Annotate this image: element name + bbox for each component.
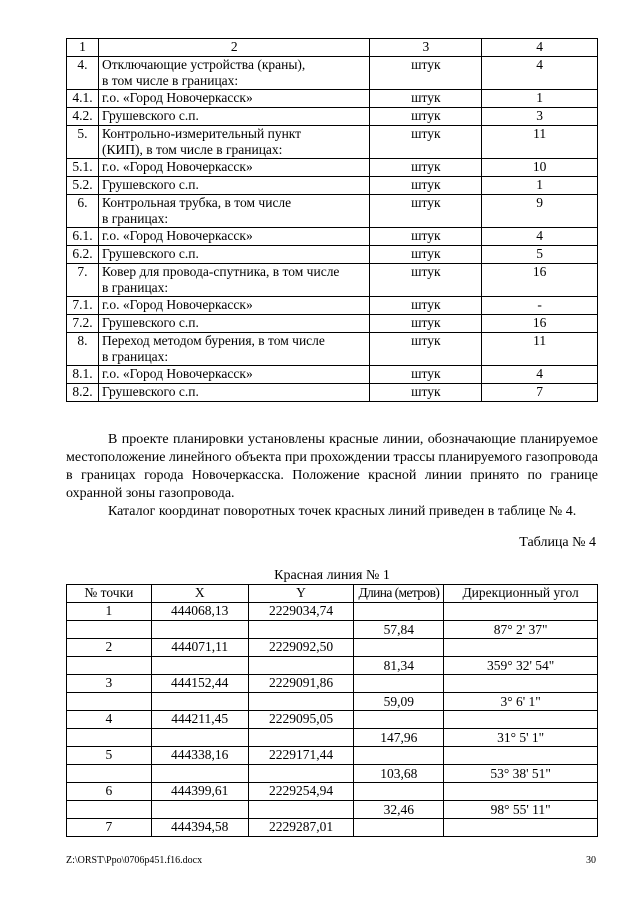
row-unit: штук xyxy=(370,108,482,126)
row-unit: штук xyxy=(370,315,482,333)
point-row xyxy=(67,603,598,621)
empty-cell xyxy=(151,801,248,819)
empty-cell xyxy=(151,657,248,675)
row-number: 6.1. xyxy=(67,228,99,246)
table-row xyxy=(67,126,598,159)
header-angle: Дирекционный угол xyxy=(444,585,598,603)
segment-row xyxy=(67,729,598,747)
empty-cell xyxy=(444,711,598,729)
red-line-title: Красная линия № 1 xyxy=(274,568,390,583)
row-name xyxy=(98,264,370,297)
row-number: 7.1. xyxy=(67,297,99,315)
point-number: 1 xyxy=(67,603,152,621)
row-unit: штук xyxy=(370,126,482,159)
empty-cell xyxy=(151,729,248,747)
point-row xyxy=(67,639,598,657)
row-value: 4 xyxy=(482,228,598,246)
point-x: 444211,45 xyxy=(151,711,248,729)
table-label: Таблица № 4 xyxy=(519,535,596,550)
row-name xyxy=(98,195,370,228)
empty-cell xyxy=(444,639,598,657)
segment-length: 32,46 xyxy=(354,801,444,819)
segment-angle: 3° 6' 1" xyxy=(444,693,598,711)
row-name xyxy=(98,297,370,315)
segment-row xyxy=(67,621,598,639)
segment-length: 57,84 xyxy=(354,621,444,639)
row-name-line-1: г.о. «Город Новочеркасск» xyxy=(101,297,253,312)
row-value: 1 xyxy=(482,177,598,195)
empty-cell xyxy=(67,765,152,783)
row-unit: штук xyxy=(370,90,482,108)
row-name-line-1: Грушевского с.п. xyxy=(101,384,199,399)
segment-angle: 359° 32' 54" xyxy=(444,657,598,675)
point-row xyxy=(67,711,598,729)
empty-cell xyxy=(354,639,444,657)
row-name-line-1: Грушевского с.п. xyxy=(101,246,199,261)
segment-length: 59,09 xyxy=(354,693,444,711)
row-unit: штук xyxy=(370,159,482,177)
row-value: 16 xyxy=(482,264,598,297)
row-value: 16 xyxy=(482,315,598,333)
row-name-line-2: в границах: xyxy=(101,349,169,364)
row-name xyxy=(98,57,370,90)
row-name xyxy=(98,228,370,246)
empty-cell xyxy=(151,693,248,711)
point-x: 444394,58 xyxy=(151,819,248,837)
segment-length: 103,68 xyxy=(354,765,444,783)
empty-cell xyxy=(248,657,354,675)
row-value: 4 xyxy=(482,57,598,90)
table-row xyxy=(67,384,598,402)
row-name xyxy=(98,159,370,177)
empty-cell xyxy=(354,711,444,729)
row-name-line-1: г.о. «Город Новочеркасск» xyxy=(101,366,253,381)
row-unit: штук xyxy=(370,384,482,402)
row-name xyxy=(98,126,370,159)
segment-row xyxy=(67,693,598,711)
row-name-line-2: (КИП), в том числе в границах: xyxy=(101,142,283,157)
row-unit: штук xyxy=(370,57,482,90)
empty-cell xyxy=(248,621,354,639)
row-name xyxy=(98,108,370,126)
table-row xyxy=(67,57,598,90)
row-value: - xyxy=(482,297,598,315)
row-number: 5.1. xyxy=(67,159,99,177)
segment-row xyxy=(67,765,598,783)
header-cell-4: 4 xyxy=(482,39,598,57)
point-x: 444338,16 xyxy=(151,747,248,765)
coordinates-table xyxy=(66,584,598,837)
row-name-line-1: Переход методом бурения, в том числе xyxy=(101,333,325,348)
empty-cell xyxy=(354,747,444,765)
point-y: 2229034,74 xyxy=(248,603,354,621)
paragraph-red-lines: В проекте планировки установлены красные линии, обозначающие планируемое местоположение линейного объекта при прохождении трассы планируемого газопровода в границах города Новочеркасска. Положение красной линии принято по границе охранной зоны газопровода. xyxy=(66,432,599,501)
table-row xyxy=(67,159,598,177)
row-name-line-1: Грушевского с.п. xyxy=(101,177,199,192)
table-header-row xyxy=(67,585,598,603)
table-header-row xyxy=(67,39,598,57)
footer-file-path: Z:\ORST\Ppo\0706p451.f16.docx xyxy=(66,855,203,866)
point-row xyxy=(67,819,598,837)
row-value: 3 xyxy=(482,108,598,126)
table-row xyxy=(67,228,598,246)
row-unit: штук xyxy=(370,195,482,228)
empty-cell xyxy=(67,657,152,675)
row-value: 11 xyxy=(482,126,598,159)
row-number: 8. xyxy=(67,333,99,366)
header-length: Длина (метров) xyxy=(354,585,444,603)
table-row xyxy=(67,297,598,315)
table-row xyxy=(67,90,598,108)
row-number: 5. xyxy=(67,126,99,159)
empty-cell xyxy=(248,729,354,747)
empty-cell xyxy=(67,693,152,711)
paragraph-catalog: Каталог координат поворотных точек красных линий приведен в таблице № 4. xyxy=(108,504,577,519)
empty-cell xyxy=(354,675,444,693)
point-y: 2229287,01 xyxy=(248,819,354,837)
empty-cell xyxy=(354,819,444,837)
point-y: 2229254,94 xyxy=(248,783,354,801)
point-y: 2229092,50 xyxy=(248,639,354,657)
point-x: 444152,44 xyxy=(151,675,248,693)
row-name xyxy=(98,90,370,108)
point-number: 3 xyxy=(67,675,152,693)
point-row xyxy=(67,783,598,801)
row-unit: штук xyxy=(370,228,482,246)
row-name xyxy=(98,315,370,333)
row-number: 4.1. xyxy=(67,90,99,108)
row-name xyxy=(98,333,370,366)
empty-cell xyxy=(444,747,598,765)
row-name-line-1: Ковер для провода-спутника, в том числе xyxy=(101,264,340,279)
row-unit: штук xyxy=(370,177,482,195)
header-cell-2: 2 xyxy=(98,39,370,57)
row-name-line-2: в границах: xyxy=(101,280,169,295)
table-row xyxy=(67,108,598,126)
point-number: 4 xyxy=(67,711,152,729)
point-number: 6 xyxy=(67,783,152,801)
row-number: 4.2. xyxy=(67,108,99,126)
empty-cell xyxy=(67,729,152,747)
empty-cell xyxy=(248,765,354,783)
row-unit: штук xyxy=(370,297,482,315)
row-name-line-1: г.о. «Город Новочеркасск» xyxy=(101,90,253,105)
elements-table xyxy=(66,38,598,402)
row-unit: штук xyxy=(370,246,482,264)
empty-cell xyxy=(444,783,598,801)
empty-cell xyxy=(354,603,444,621)
segment-angle: 87° 2' 37" xyxy=(444,621,598,639)
row-value: 1 xyxy=(482,90,598,108)
row-name-line-1: г.о. «Город Новочеркасск» xyxy=(101,228,253,243)
row-name-line-1: Грушевского с.п. xyxy=(101,108,199,123)
row-number: 8.2. xyxy=(67,384,99,402)
point-x: 444399,61 xyxy=(151,783,248,801)
row-name xyxy=(98,366,370,384)
empty-cell xyxy=(444,675,598,693)
point-number: 5 xyxy=(67,747,152,765)
row-name-line-1: Контрольно-измерительный пункт xyxy=(101,126,302,141)
point-number: 2 xyxy=(67,639,152,657)
row-name-line-1: Грушевского с.п. xyxy=(101,315,199,330)
segment-angle: 31° 5' 1" xyxy=(444,729,598,747)
footer-page-number: 30 xyxy=(586,855,596,866)
point-y: 2229091,86 xyxy=(248,675,354,693)
empty-cell xyxy=(67,801,152,819)
segment-row xyxy=(67,801,598,819)
segment-row xyxy=(67,657,598,675)
row-value: 11 xyxy=(482,333,598,366)
row-value: 5 xyxy=(482,246,598,264)
table-row xyxy=(67,195,598,228)
segment-angle: 98° 55' 11" xyxy=(444,801,598,819)
header-cell-3: 3 xyxy=(370,39,482,57)
row-unit: штук xyxy=(370,264,482,297)
row-number: 7.2. xyxy=(67,315,99,333)
header-y: Y xyxy=(248,585,354,603)
row-value: 9 xyxy=(482,195,598,228)
row-unit: штук xyxy=(370,333,482,366)
point-row xyxy=(67,747,598,765)
row-name-line-1: Контрольная трубка, в том числе xyxy=(101,195,292,210)
row-number: 8.1. xyxy=(67,366,99,384)
row-number: 4. xyxy=(67,57,99,90)
row-value: 10 xyxy=(482,159,598,177)
table-row xyxy=(67,264,598,297)
header-cell-1: 1 xyxy=(67,39,99,57)
row-number: 6.2. xyxy=(67,246,99,264)
table-row xyxy=(67,246,598,264)
empty-cell xyxy=(248,693,354,711)
row-name-line-1: Отключающие устройства (краны), xyxy=(101,57,306,72)
empty-cell xyxy=(67,621,152,639)
row-number: 7. xyxy=(67,264,99,297)
table-row xyxy=(67,333,598,366)
row-value: 4 xyxy=(482,366,598,384)
table-row xyxy=(67,366,598,384)
empty-cell xyxy=(151,765,248,783)
segment-length: 81,34 xyxy=(354,657,444,675)
empty-cell xyxy=(444,819,598,837)
point-x: 444071,11 xyxy=(151,639,248,657)
table-row xyxy=(67,315,598,333)
row-name-line-2: в границах: xyxy=(101,211,169,226)
empty-cell xyxy=(444,603,598,621)
row-unit: штук xyxy=(370,366,482,384)
row-name-line-2: в том числе в границах: xyxy=(101,73,239,88)
row-name xyxy=(98,384,370,402)
row-name xyxy=(98,246,370,264)
row-name-line-1: г.о. «Город Новочеркасск» xyxy=(101,159,253,174)
row-value: 7 xyxy=(482,384,598,402)
row-number: 6. xyxy=(67,195,99,228)
point-x: 444068,13 xyxy=(151,603,248,621)
empty-cell xyxy=(354,783,444,801)
point-y: 2229095,05 xyxy=(248,711,354,729)
point-row xyxy=(67,675,598,693)
row-number: 5.2. xyxy=(67,177,99,195)
header-x: X xyxy=(151,585,248,603)
empty-cell xyxy=(151,621,248,639)
header-point-number: № точки xyxy=(67,585,152,603)
point-y: 2229171,44 xyxy=(248,747,354,765)
segment-angle: 53° 38' 51" xyxy=(444,765,598,783)
segment-length: 147,96 xyxy=(354,729,444,747)
table-row xyxy=(67,177,598,195)
empty-cell xyxy=(248,801,354,819)
row-name xyxy=(98,177,370,195)
point-number: 7 xyxy=(67,819,152,837)
